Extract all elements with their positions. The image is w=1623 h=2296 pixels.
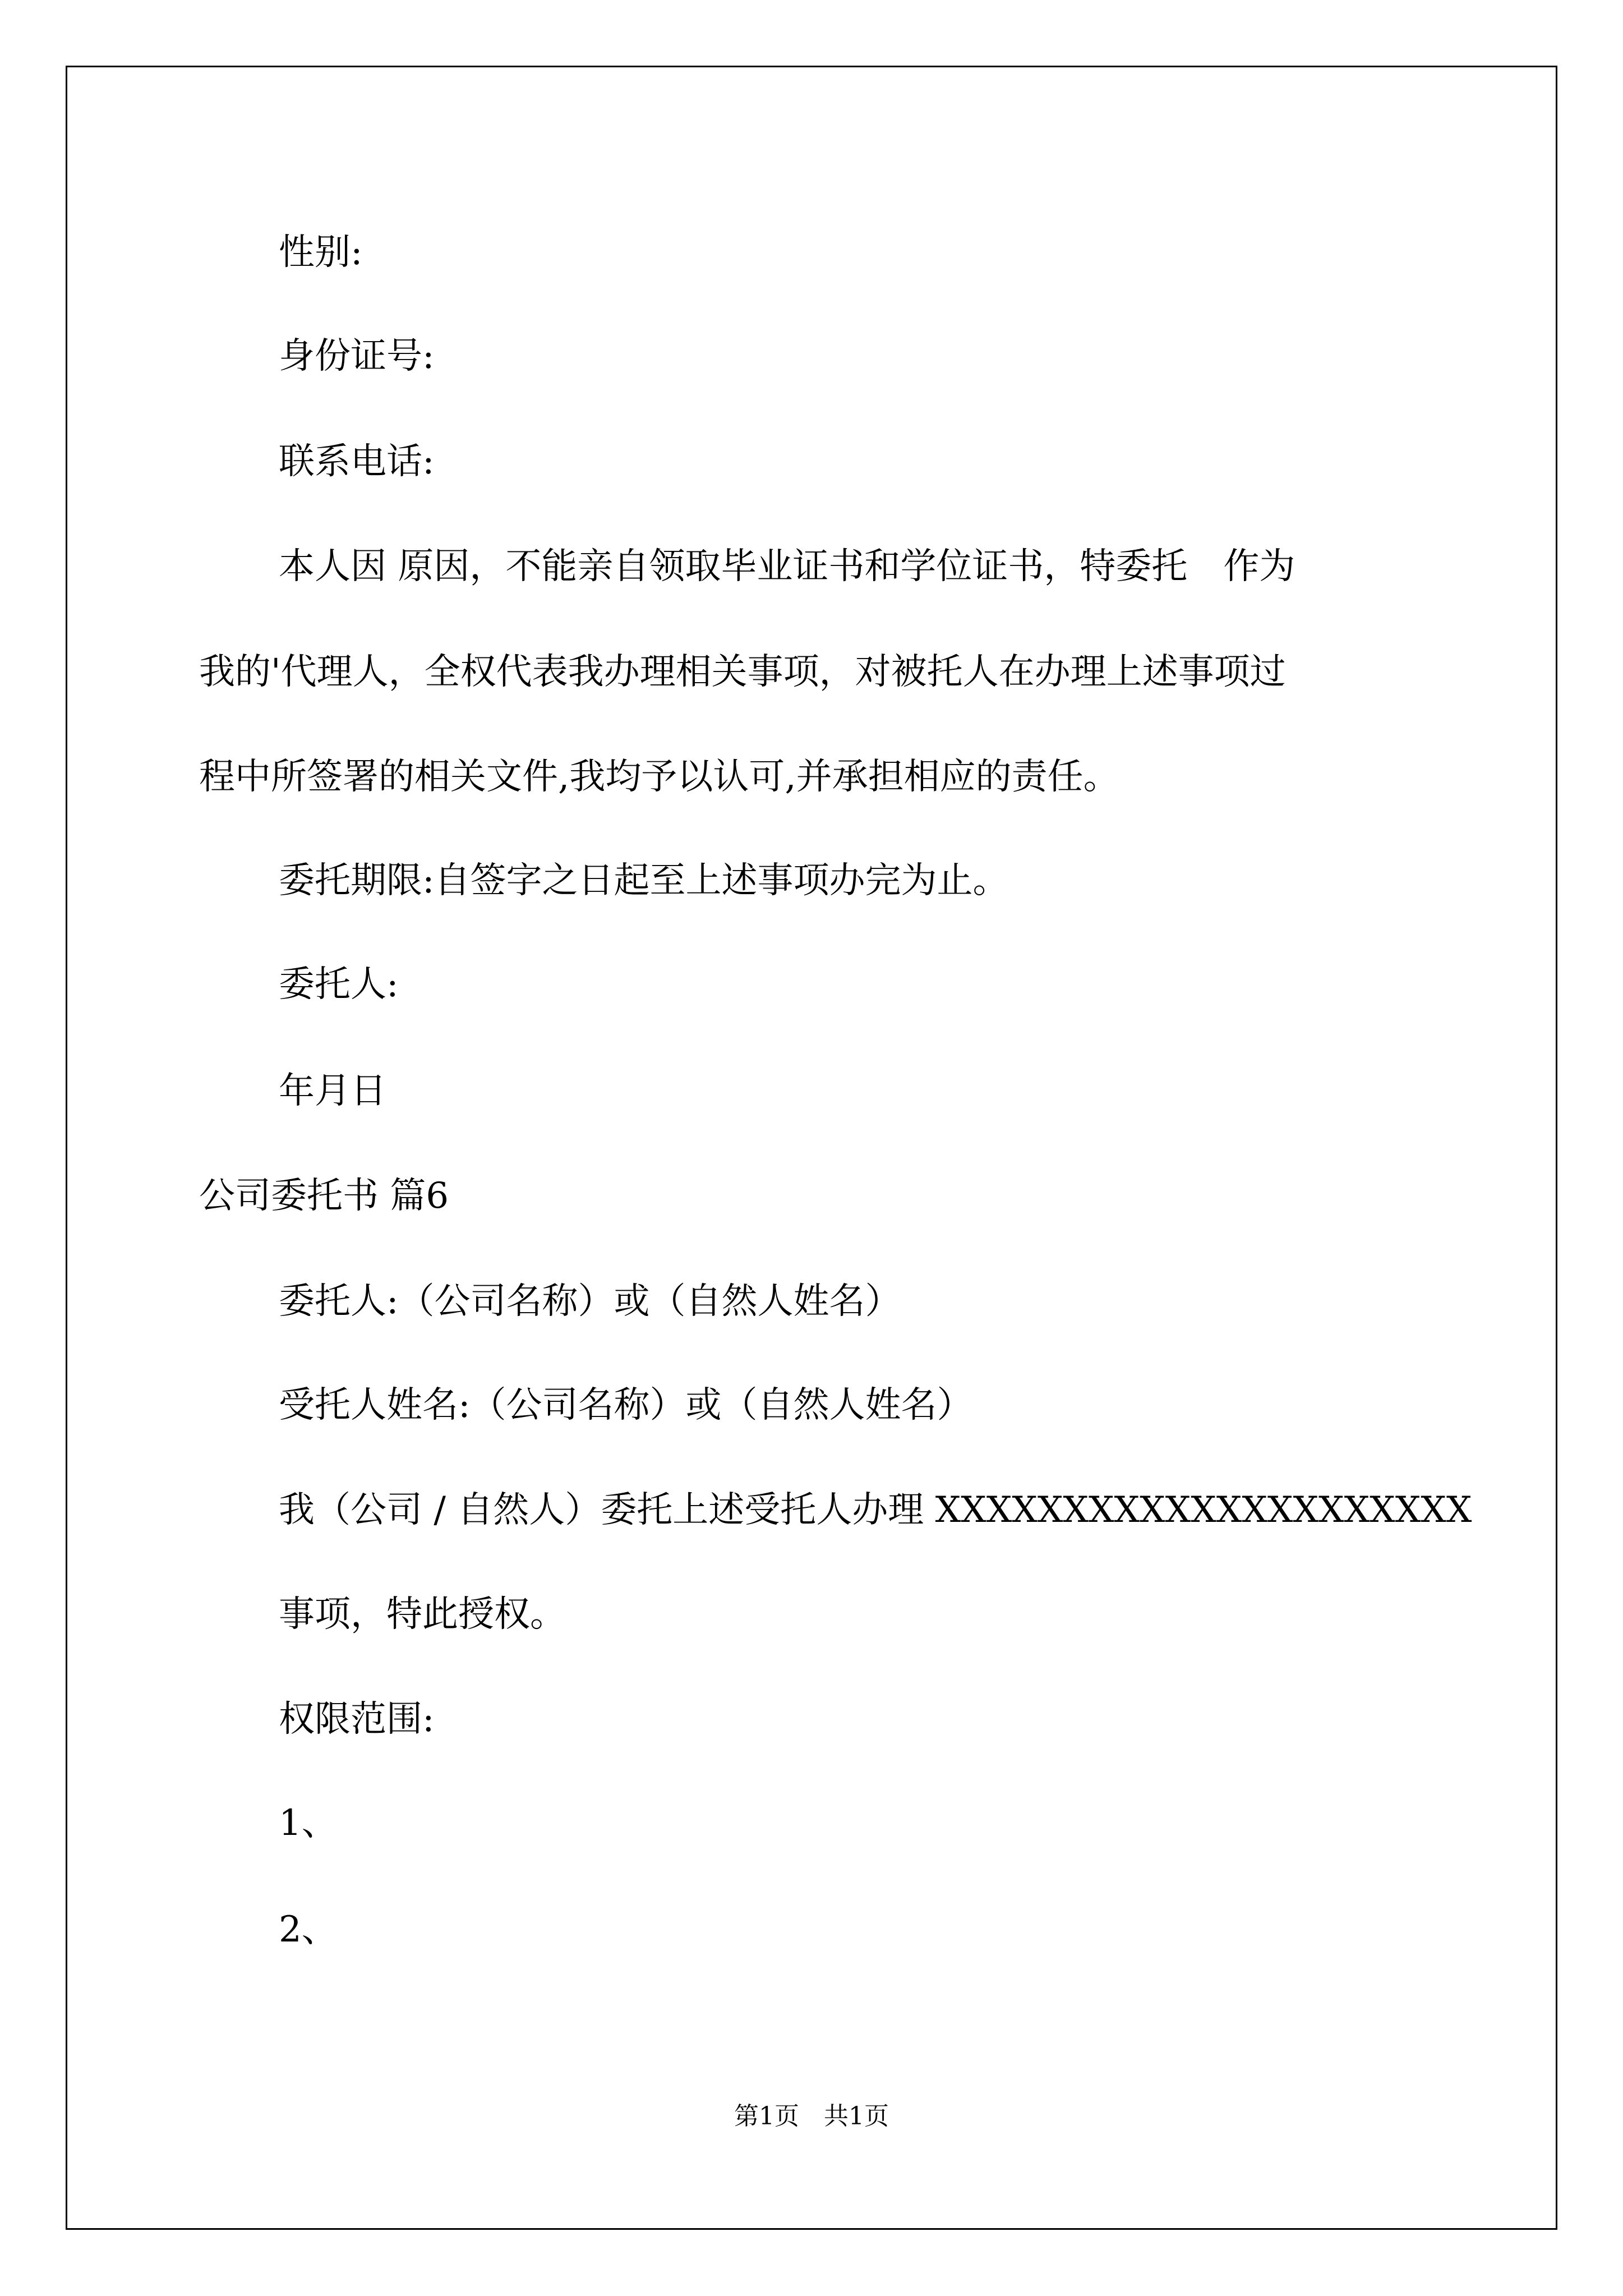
paragraph-line-2: 我的'代理人，全权代表我办理相关事项，对被托人在办理上述事项过 [199,651,1286,693]
scope-line: 权限范围: [279,1699,435,1740]
page-footer: 第1页 共1页 [734,2102,889,2131]
agent-name-line: 受托人姓名:（公司名称）或（自然人姓名） [279,1384,973,1426]
section-title: 公司委托书 篇6 [199,1175,449,1217]
term-line: 委托期限:自签字之日起至上述事项办完为止。 [279,860,1009,901]
delegation-line-2: 事项，特此授权。 [279,1594,566,1635]
list-item-2: 2、 [279,1909,338,1950]
id-number-line: 身份证号: [279,335,435,377]
paragraph-line-1: 本人因 原因，不能亲自领取毕业证书和学位证书，特委托 作为 [279,546,1295,587]
delegation-line-1: 我（公司 / 自然人）委托上述受托人办理 XXXXXXXXXXXXXXXXXXXXX [279,1489,1472,1531]
list-item-1: 1、 [279,1802,338,1844]
gender-line: 性别: [279,232,363,273]
phone-line: 联系电话: [279,441,435,482]
paragraph-line-3: 程中所签署的相关文件,我均予以认可,并承担相应的责任。 [199,756,1119,798]
principal-line: 委托人: [279,964,399,1005]
principal-name-line: 委托人:（公司名称）或（自然人姓名） [279,1281,901,1322]
date-line: 年月日 [279,1070,386,1112]
page-frame [66,66,1557,2230]
